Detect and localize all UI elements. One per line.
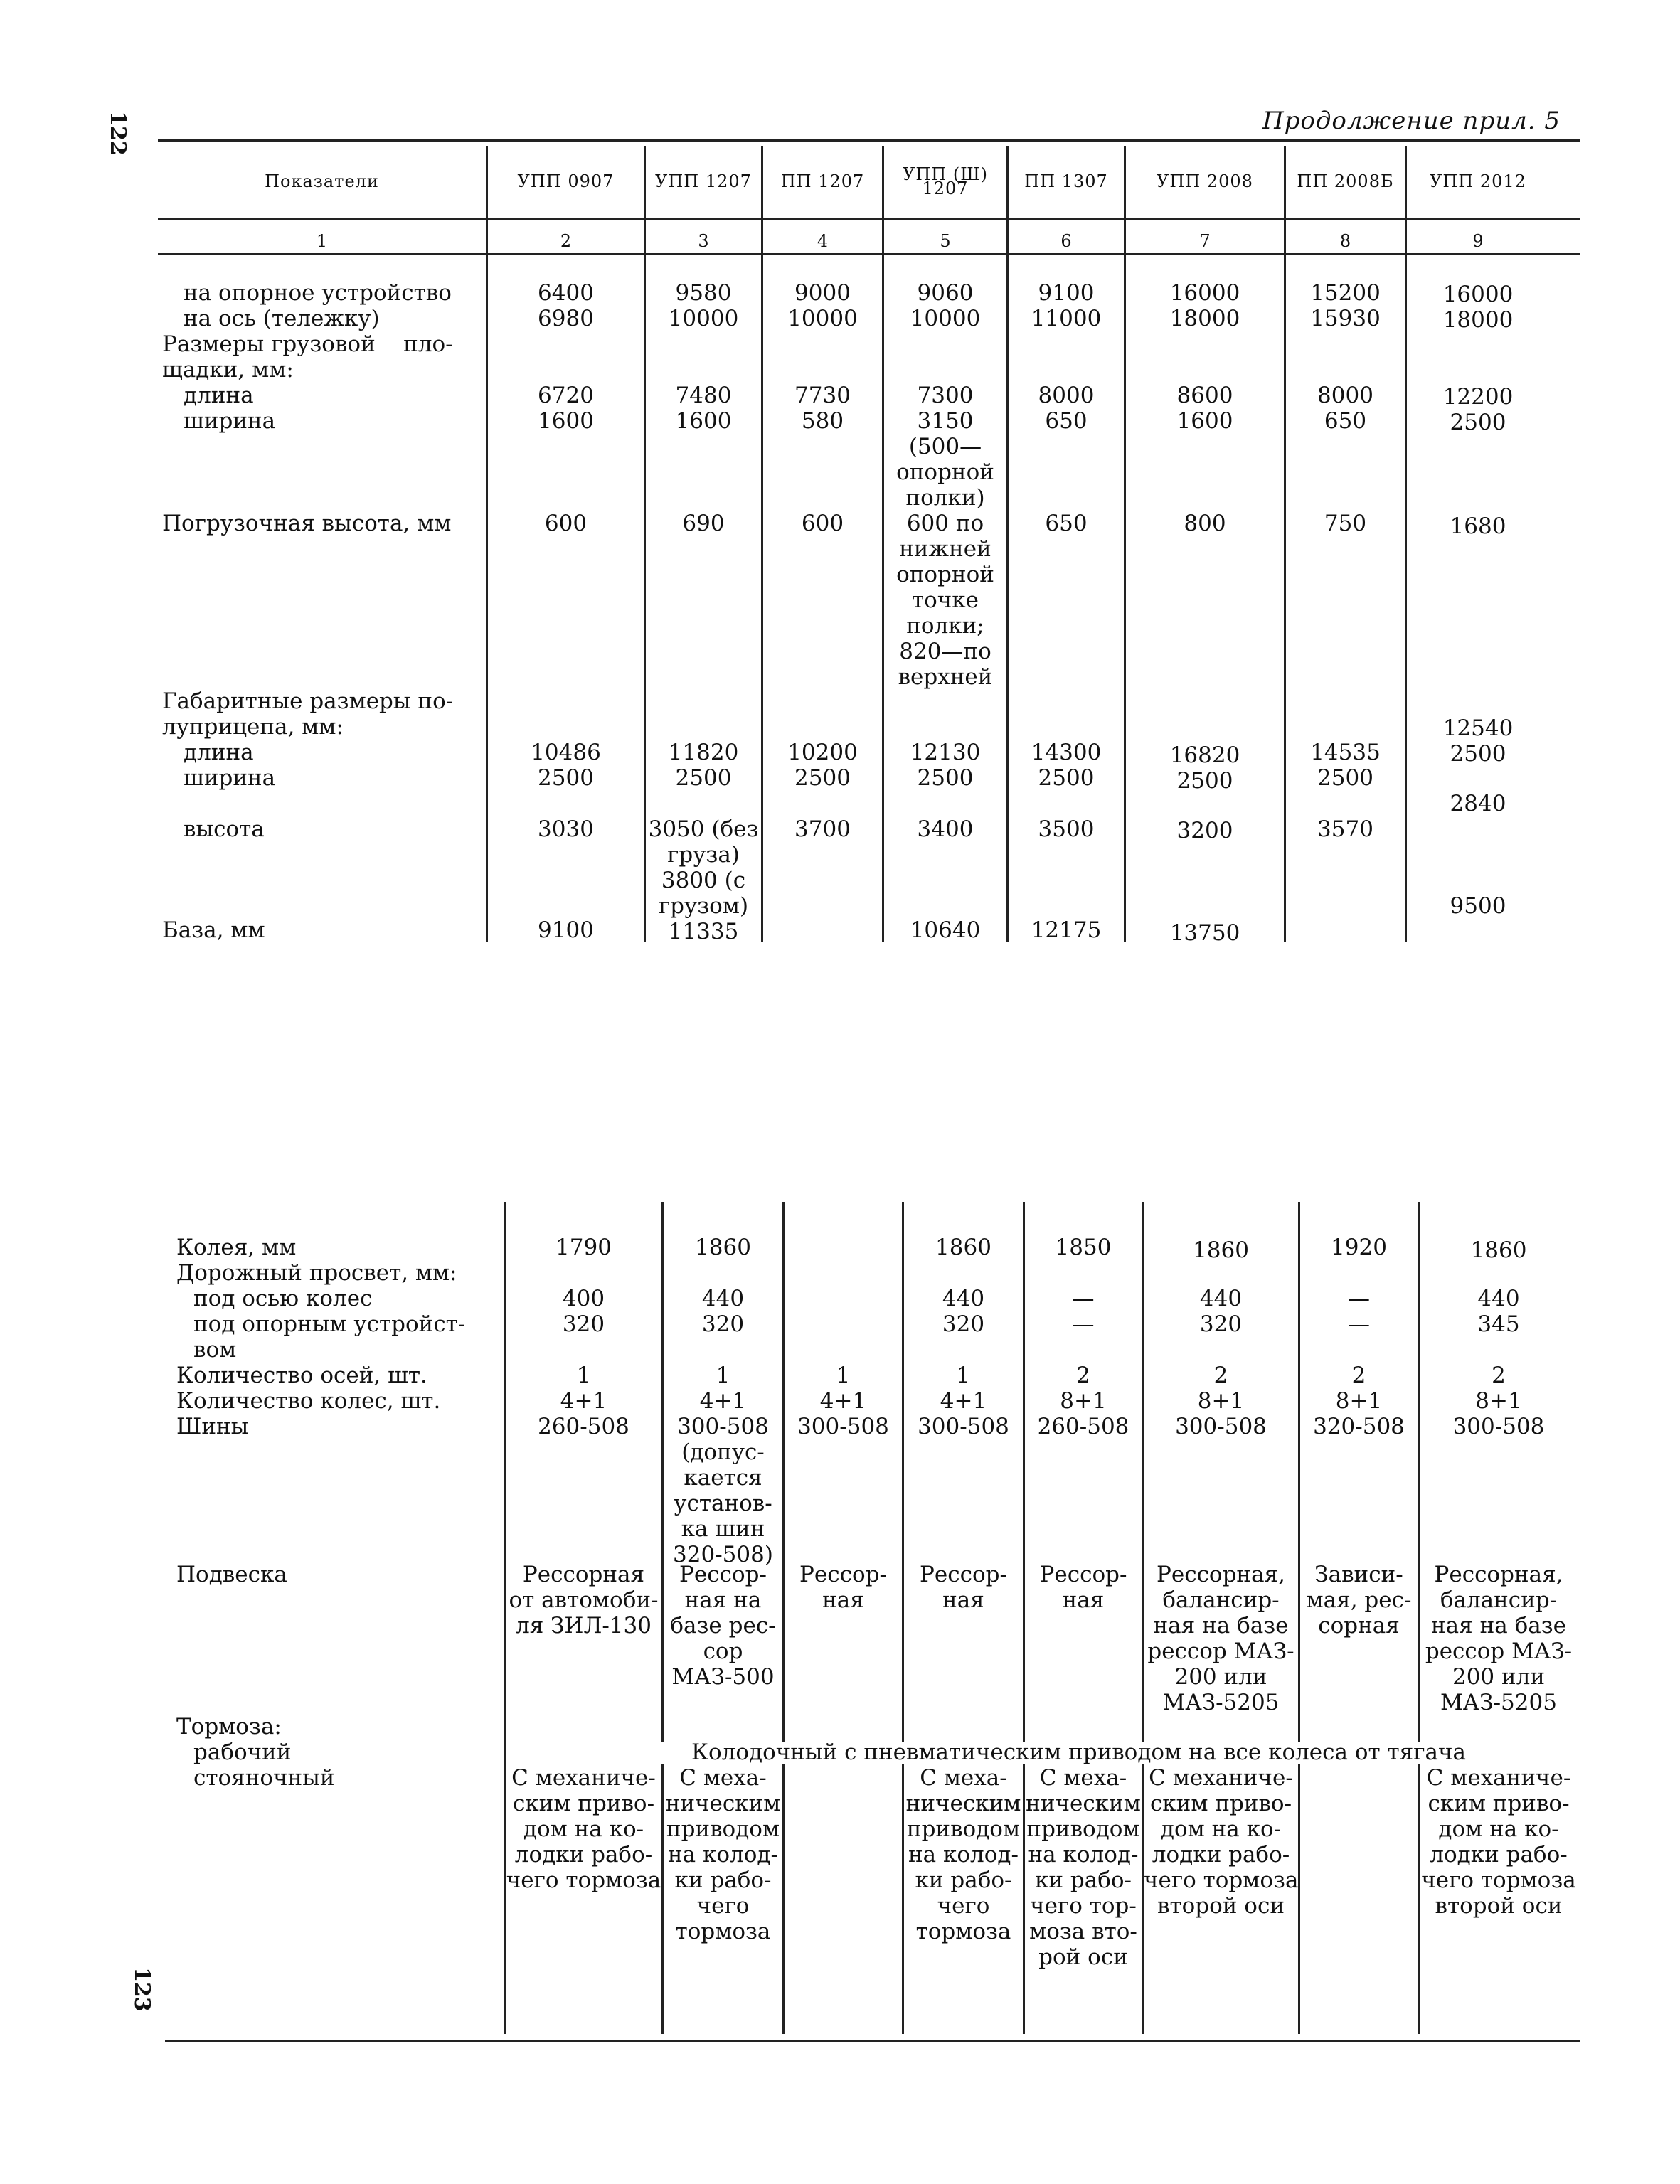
upper-col7-height: 3570 bbox=[1317, 816, 1373, 842]
lower-col3-suspension: Рессор- ная bbox=[799, 1562, 887, 1613]
upper-col5-height: 3500 bbox=[1038, 816, 1095, 842]
header-stub: Показатели bbox=[265, 171, 379, 191]
lower-col1-clearance: 400 320 bbox=[562, 1286, 605, 1337]
label-clearance-items: под осью колес под опорным устройст- вом bbox=[193, 1286, 466, 1363]
header-col-8: УПП 2012 bbox=[1430, 171, 1526, 191]
lower-col7-axles-wheels-tires: 2 8+1 320-508 bbox=[1313, 1363, 1405, 1439]
col-number-8: 8 bbox=[1339, 231, 1351, 251]
upper-col5-wheelbase: 12175 bbox=[1031, 917, 1102, 943]
lower-col2-parking-brake: С меха- ническим приводом на колод- ки рабо- чего тормоза bbox=[665, 1765, 781, 1944]
lower-col6-parking-brake: С механиче- ским приво- дом на ко- лодки рабо- чего тормоза второй оси bbox=[1144, 1765, 1299, 1919]
label-axle: на ось (тележку) bbox=[184, 306, 380, 331]
upper-col6-platform: 8600 1600 bbox=[1176, 383, 1233, 434]
vline-l7a bbox=[1298, 1202, 1300, 1742]
upper-col7-dimensions: 14535 2500 bbox=[1310, 740, 1381, 791]
upper-col3-platform: 7730 580 bbox=[794, 383, 851, 434]
upper-col6-dimensions: 16820 2500 bbox=[1169, 742, 1240, 794]
label-loading-height: Погрузочная высота, мм bbox=[162, 511, 452, 536]
col-number-5: 5 bbox=[940, 231, 951, 251]
lower-col7-clearance: — — bbox=[1348, 1286, 1370, 1337]
lower-col1-axles-wheels-tires: 1 4+1 260-508 bbox=[538, 1363, 629, 1439]
lower-col5-axles-wheels-tires: 2 8+1 260-508 bbox=[1037, 1363, 1129, 1439]
vline-l3a bbox=[782, 1202, 785, 1742]
numbers-bottom-rule bbox=[158, 253, 1580, 255]
continuation-caption: Продолжение прил. 5 bbox=[1262, 107, 1561, 135]
col-number-7: 7 bbox=[1199, 231, 1211, 251]
lower-col6-clearance: 440 320 bbox=[1199, 1286, 1243, 1337]
label-wheelbase: База, мм bbox=[162, 917, 265, 943]
upper-col8-loads: 16000 18000 bbox=[1442, 282, 1514, 333]
upper-col1-platform: 6720 1600 bbox=[538, 383, 594, 434]
upper-col1-wheelbase: 9100 bbox=[538, 917, 594, 943]
label-overall-dimensions: Габаритные размеры по- луприцепа, мм: bbox=[162, 688, 454, 740]
label-track-clearance: Колея, мм Дорожный просвет, мм: bbox=[176, 1235, 457, 1286]
lower-col2-track: 1860 bbox=[695, 1235, 751, 1260]
lower-col2-clearance: 440 320 bbox=[701, 1286, 745, 1337]
lower-col6-axles-wheels-tires: 2 8+1 300-508 bbox=[1175, 1363, 1267, 1439]
lower-col5-clearance: — — bbox=[1072, 1286, 1095, 1337]
label-overall-length: длина bbox=[184, 740, 254, 765]
upper-col8-loading-height: 1680 bbox=[1450, 513, 1506, 539]
lower-col4-parking-brake: С меха- ническим приводом на колод- ки рабо- чего тормоза bbox=[905, 1765, 1021, 1944]
upper-col3-loading-height: 600 bbox=[801, 511, 844, 536]
header-col-1: УПП 0907 bbox=[517, 171, 615, 191]
upper-col1-loads: 6400 6980 bbox=[538, 280, 594, 331]
lower-col6-track: 1860 bbox=[1193, 1237, 1249, 1263]
lower-col3-axles-wheels-tires: 1 4+1 300-508 bbox=[797, 1363, 889, 1439]
upper-col4-dimensions: 12130 2500 bbox=[910, 740, 981, 791]
upper-col1-height: 3030 bbox=[538, 816, 594, 842]
label-platform-length: длина bbox=[184, 383, 254, 408]
header-col-3: ПП 1207 bbox=[780, 171, 865, 191]
header-col-5: ПП 1307 bbox=[1024, 171, 1108, 191]
upper-col8-wheelbase: 9500 bbox=[1450, 893, 1506, 919]
header-col-7: ПП 2008Б bbox=[1297, 171, 1394, 191]
label-support-device: на опорное устройство bbox=[184, 280, 452, 306]
lower-col4-suspension: Рессор- ная bbox=[920, 1562, 1007, 1613]
upper-col4-loads: 9060 10000 bbox=[910, 280, 981, 331]
upper-col5-dimensions: 14300 2500 bbox=[1031, 740, 1102, 791]
upper-col4-wheelbase: 10640 bbox=[910, 917, 981, 943]
lower-col2-axles-wheels-tires: 1 4+1 300-508 (допус- кается установ- ка шин 320-508) bbox=[673, 1363, 773, 1567]
upper-col6-wheelbase: 13750 bbox=[1169, 920, 1240, 946]
col-number-1: 1 bbox=[316, 231, 328, 251]
upper-col6-height: 3200 bbox=[1176, 818, 1233, 843]
upper-col8-dimensions: 12540 2500 bbox=[1442, 715, 1514, 767]
vline-l4a bbox=[902, 1202, 904, 1742]
header-top-rule bbox=[158, 139, 1580, 142]
upper-col2-platform: 7480 1600 bbox=[675, 383, 732, 434]
header-bottom-rule bbox=[158, 218, 1580, 220]
lower-col4-axles-wheels-tires: 1 4+1 300-508 bbox=[918, 1363, 1009, 1439]
lower-col8-axles-wheels-tires: 2 8+1 300-508 bbox=[1452, 1363, 1545, 1439]
upper-col5-loading-height: 650 bbox=[1045, 511, 1088, 536]
footer-rule bbox=[165, 2040, 1580, 2042]
lower-col8-track: 1860 bbox=[1470, 1237, 1527, 1263]
upper-col4-height: 3400 bbox=[917, 816, 974, 842]
lower-col5-suspension: Рессор- ная bbox=[1039, 1562, 1127, 1613]
upper-col4-platform-and-height: 7300 3150 (500— опорной полки) 600 по нижней опорной точке полки; 820—по верхней bbox=[896, 383, 994, 690]
upper-col1-dimensions: 10486 2500 bbox=[531, 740, 601, 791]
upper-col2-loading-height: 690 bbox=[682, 511, 725, 536]
col-number-3: 3 bbox=[698, 231, 709, 251]
page-number-123: 123 bbox=[129, 1967, 154, 2012]
upper-col3-height: 3700 bbox=[794, 816, 851, 842]
header-col-4: УПП (Ш) 1207 bbox=[903, 164, 988, 198]
upper-col2-height-and-base: 3050 (без груза) 3800 (с грузом) 11335 bbox=[648, 816, 759, 944]
vline-l7b bbox=[1298, 1764, 1300, 2034]
label-brake-types: рабочий стояночный bbox=[193, 1740, 335, 1791]
lower-col7-track: 1920 bbox=[1331, 1235, 1387, 1260]
label-platform-width: ширина bbox=[184, 408, 276, 434]
label-overall-width: ширина bbox=[184, 765, 276, 791]
lower-col1-suspension: Рессорная от автомоби- ля ЗИЛ-130 bbox=[509, 1562, 659, 1639]
label-overall-height: высота bbox=[184, 816, 265, 842]
vline-l5a bbox=[1023, 1202, 1025, 1742]
lower-col2-suspension: Рессор- ная на базе рес- сор МАЗ-500 bbox=[670, 1562, 776, 1690]
lower-col1-parking-brake: С механиче- ским приво- дом на ко- лодки рабо- чего тормоза bbox=[506, 1765, 661, 1893]
upper-col8-platform: 12200 2500 bbox=[1442, 384, 1514, 435]
lower-col4-track: 1860 bbox=[935, 1235, 991, 1260]
lower-col5-track: 1850 bbox=[1055, 1235, 1112, 1260]
upper-col3-dimensions: 10200 2500 bbox=[787, 740, 858, 791]
header-col-2: УПП 1207 bbox=[655, 171, 752, 191]
lower-col8-clearance: 440 345 bbox=[1477, 1286, 1520, 1337]
lower-col8-parking-brake: С механиче- ским приво- дом на ко- лодки рабо- чего тормоза второй оси bbox=[1421, 1765, 1576, 1919]
upper-col7-loads: 15200 15930 bbox=[1310, 280, 1381, 331]
upper-col6-loads: 16000 18000 bbox=[1169, 280, 1240, 331]
lower-col7-suspension: Зависи- мая, рес- сорная bbox=[1306, 1562, 1412, 1639]
upper-col6-loading-height: 800 bbox=[1184, 511, 1226, 536]
lower-col6-suspension: Рессорная, балансир- ная на базе рессор МАЗ- 200 или МАЗ-5205 bbox=[1147, 1562, 1294, 1715]
upper-col3-loads: 9000 10000 bbox=[787, 280, 858, 331]
lower-col8-suspension: Рессорная, балансир- ная на базе рессор МАЗ- 200 или МАЗ-5205 bbox=[1425, 1562, 1573, 1715]
upper-col8-height: 2840 bbox=[1450, 791, 1506, 816]
upper-col7-platform: 8000 650 bbox=[1317, 383, 1373, 434]
working-brake-all-columns: Колодочный с пневматическим приводом на все колеса от тягача bbox=[691, 1740, 1466, 1765]
upper-col2-dimensions: 11820 2500 bbox=[668, 740, 739, 791]
lower-col1-track: 1790 bbox=[555, 1235, 612, 1260]
upper-col7-loading-height: 750 bbox=[1324, 511, 1367, 536]
upper-col1-loading-height: 600 bbox=[544, 511, 588, 536]
col-number-6: 6 bbox=[1060, 231, 1072, 251]
label-brakes: Тормоза: bbox=[176, 1714, 282, 1740]
label-axles-wheels-tires: Количество осей, шт. Количество колес, шт. Шины bbox=[176, 1363, 441, 1439]
lower-col4-clearance: 440 320 bbox=[942, 1286, 985, 1337]
header-col-6: УПП 2008 bbox=[1157, 171, 1253, 191]
label-platform-size: Размеры грузовой пло- щадки, мм: bbox=[162, 331, 453, 383]
page-number-122: 122 bbox=[105, 111, 130, 156]
upper-col5-loads: 9100 11000 bbox=[1031, 280, 1102, 331]
col-number-9: 9 bbox=[1472, 231, 1484, 251]
lower-col5-parking-brake: С меха- ническим приводом на колод- ки рабо- чего тор- моза вто- рой оси bbox=[1026, 1765, 1141, 1970]
upper-col5-platform: 8000 650 bbox=[1038, 383, 1095, 434]
upper-col2-loads: 9580 10000 bbox=[668, 280, 739, 331]
label-suspension: Подвеска bbox=[176, 1562, 287, 1587]
col-number-2: 2 bbox=[560, 231, 572, 251]
vline-u8 bbox=[1405, 146, 1407, 942]
col-number-4: 4 bbox=[817, 231, 829, 251]
vline-l3b bbox=[782, 1764, 785, 2034]
